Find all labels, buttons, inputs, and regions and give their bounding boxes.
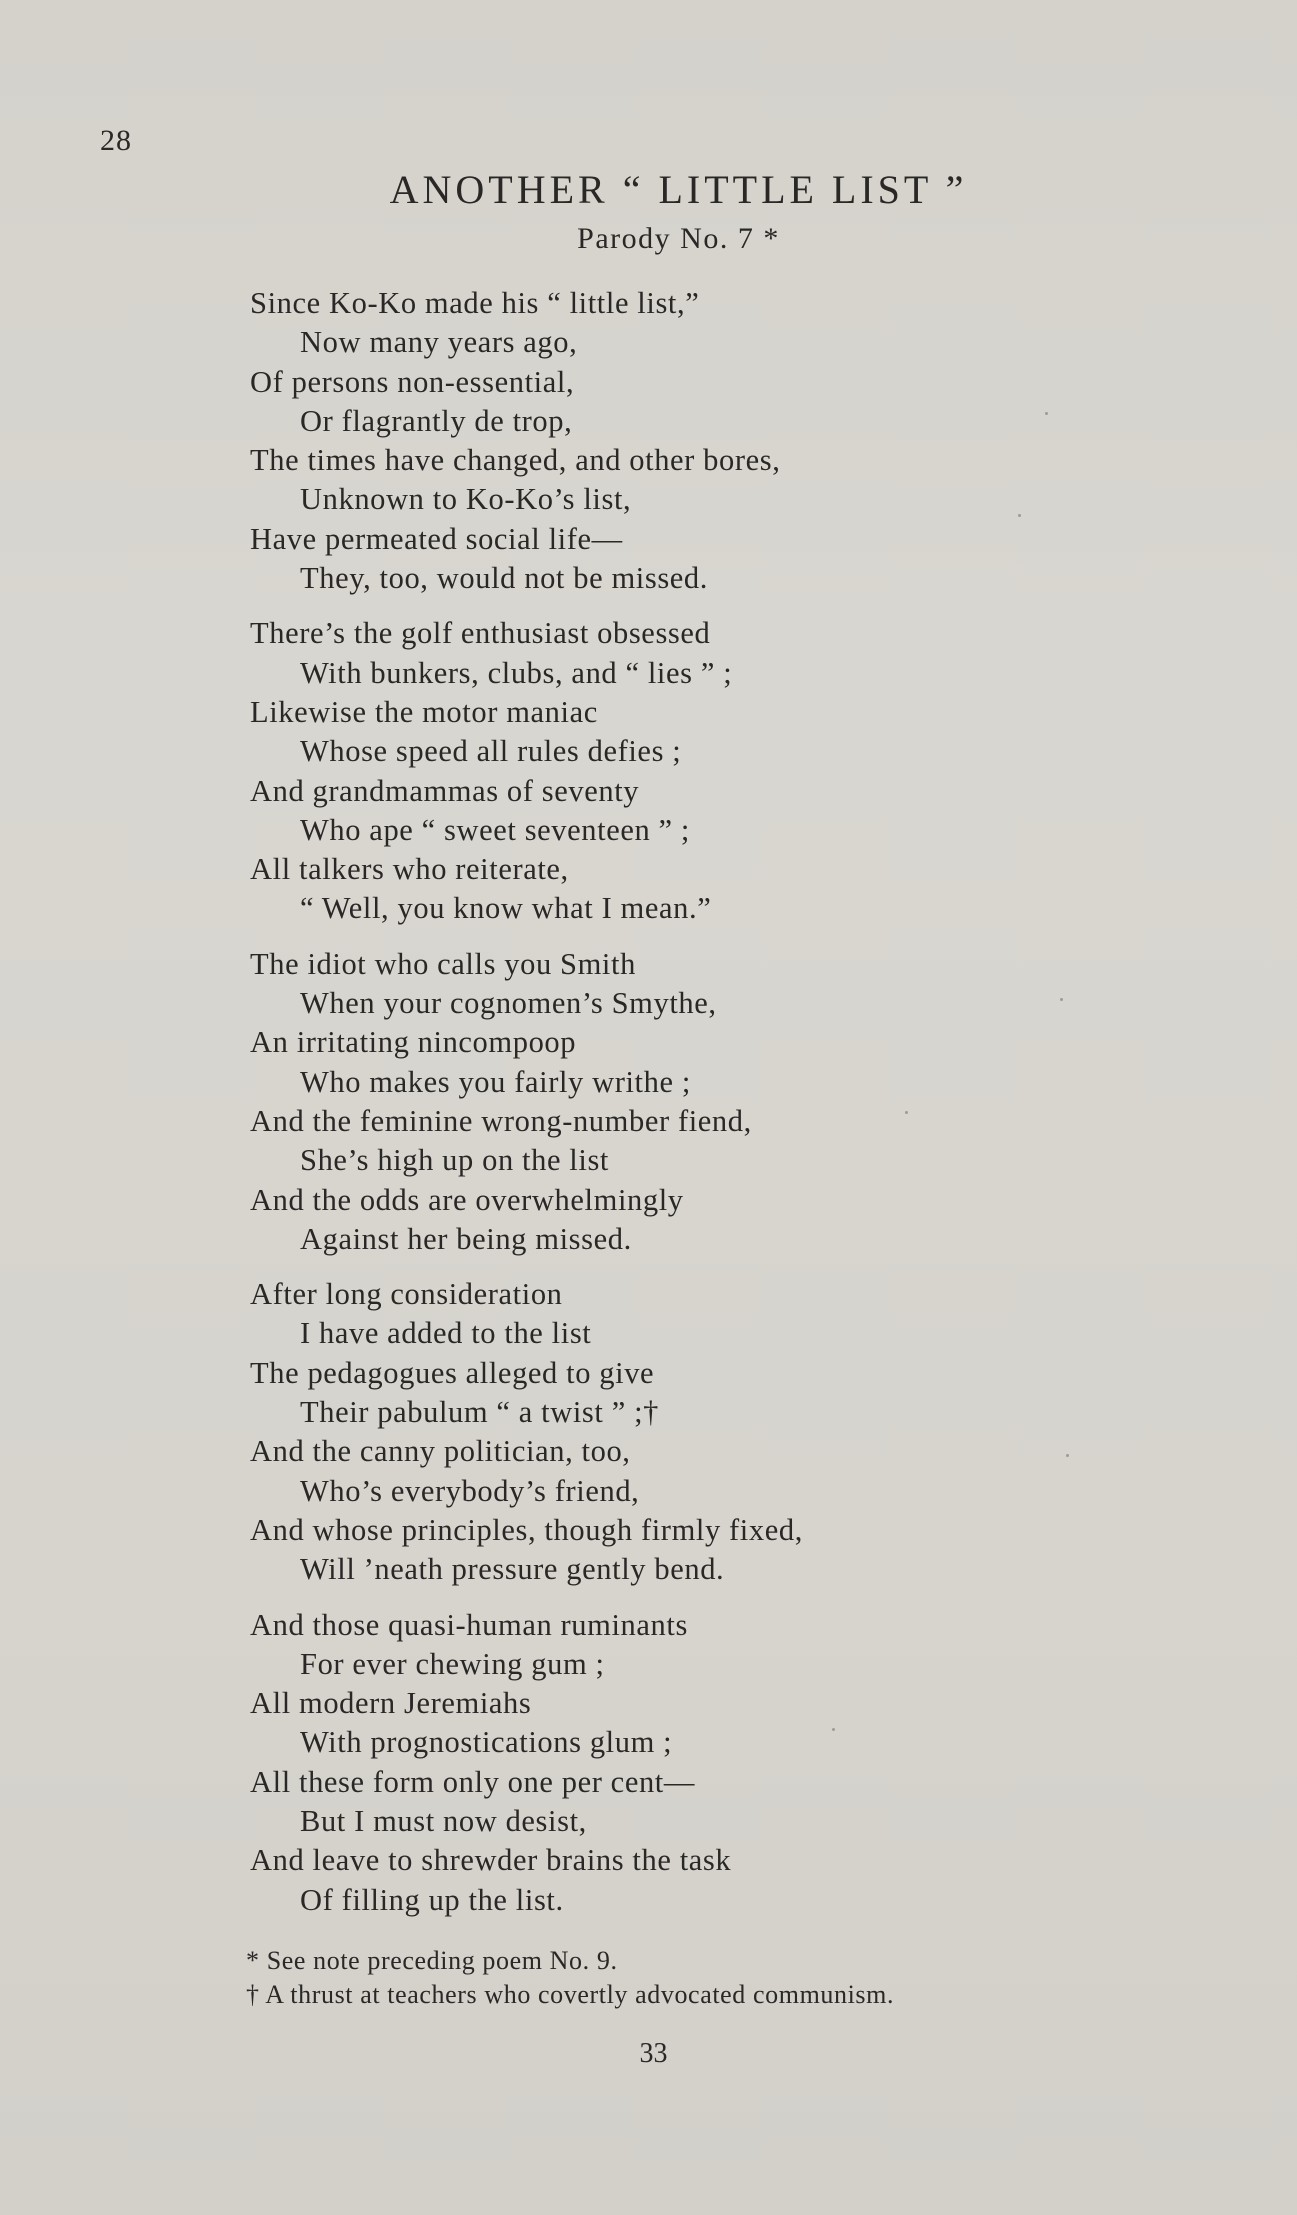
page-number-bottom: 33 bbox=[639, 2038, 668, 2069]
stanza-4 bbox=[250, 1275, 1210, 1589]
poem-line: Of filling up the list. bbox=[300, 1882, 564, 1917]
poem-line: Will ’neath pressure gently bend. bbox=[300, 1552, 725, 1587]
poem-line: Now many years ago, bbox=[300, 325, 578, 360]
stanza-3 bbox=[250, 945, 1210, 1259]
poem-line: “ Well, you know what I mean.” bbox=[300, 891, 712, 926]
poem-line: Who’s everybody’s friend, bbox=[300, 1473, 640, 1508]
poem-line: Of persons non-essential, bbox=[250, 364, 575, 399]
footnotes bbox=[246, 1944, 1246, 2012]
poem-line: Who makes you fairly writhe ; bbox=[300, 1064, 691, 1099]
poem-line: But I must now desist, bbox=[300, 1803, 587, 1838]
poem-line: And the odds are overwhelmingly bbox=[250, 1182, 684, 1217]
poem-line: All talkers who reiterate, bbox=[250, 852, 569, 887]
poem-line: She’s high up on the list bbox=[300, 1143, 609, 1178]
poem-body bbox=[250, 284, 1210, 1936]
poem-line: Who ape “ sweet seventeen ” ; bbox=[300, 812, 690, 847]
page-number-top: 28 bbox=[100, 124, 132, 157]
poem-line: The pedagogues alleged to give bbox=[250, 1355, 655, 1390]
poem-line: Against her being missed. bbox=[300, 1221, 632, 1256]
poem-line: And leave to shrewder brains the task bbox=[250, 1843, 732, 1878]
poem-title: ANOTHER “ LITTLE LIST ” bbox=[389, 167, 968, 212]
poem-line: There’s the golf enthusiast obsessed bbox=[250, 616, 711, 651]
poem-line: All these form only one per cent— bbox=[250, 1764, 695, 1799]
footnote: * See note preceding poem No. 9. bbox=[246, 1946, 618, 1975]
poem-line: An irritating nincompoop bbox=[250, 1025, 577, 1060]
poem-line: And the canny politician, too, bbox=[250, 1434, 631, 1469]
poem-line: Whose speed all rules defies ; bbox=[300, 734, 682, 769]
paper-speck bbox=[1018, 514, 1021, 517]
poem-line: Have permeated social life— bbox=[250, 521, 623, 556]
poem-line: When your cognomen’s Smythe, bbox=[300, 986, 717, 1021]
paper-speck bbox=[1045, 412, 1048, 415]
poem-line: The idiot who calls you Smith bbox=[250, 946, 636, 981]
stanza-2 bbox=[250, 614, 1210, 928]
poem-line: I have added to the list bbox=[300, 1316, 592, 1351]
poem-line: For ever chewing gum ; bbox=[300, 1646, 605, 1681]
poem-line: After long consideration bbox=[250, 1277, 563, 1312]
poem-line: And grandmammas of seventy bbox=[250, 773, 640, 808]
stanza-1 bbox=[250, 284, 1210, 598]
footnote: † A thrust at teachers who covertly advocated communism. bbox=[246, 1980, 895, 2009]
paper-speck bbox=[905, 1111, 908, 1114]
paper-speck bbox=[832, 1728, 835, 1731]
stanza-5 bbox=[250, 1606, 1210, 1920]
poem-line: With bunkers, clubs, and “ lies ” ; bbox=[300, 655, 733, 690]
paper-speck bbox=[1060, 998, 1063, 1001]
poem-line: Since Ko-Ko made his “ little list,” bbox=[250, 286, 700, 320]
poem-line: All modern Jeremiahs bbox=[250, 1686, 532, 1721]
poem-line: And the feminine wrong-number fiend, bbox=[250, 1103, 752, 1138]
poem-line: The times have changed, and other bores, bbox=[250, 443, 781, 478]
poem-line: Their pabulum “ a twist ” ;† bbox=[300, 1395, 659, 1430]
poem-line: And whose principles, though firmly fixed, bbox=[250, 1512, 803, 1547]
poem-line: Likewise the motor maniac bbox=[250, 694, 598, 729]
poem-line: Or flagrantly de trop, bbox=[300, 403, 573, 438]
poem-line: They, too, would not be missed. bbox=[300, 561, 708, 596]
poem-line: And those quasi-human ruminants bbox=[250, 1607, 688, 1642]
paper-speck bbox=[1066, 1454, 1069, 1457]
poem-subtitle: Parody No. 7 * bbox=[577, 222, 780, 255]
poem-line: With prognostications glum ; bbox=[300, 1725, 673, 1760]
poem-line: Unknown to Ko-Ko’s list, bbox=[300, 482, 632, 517]
